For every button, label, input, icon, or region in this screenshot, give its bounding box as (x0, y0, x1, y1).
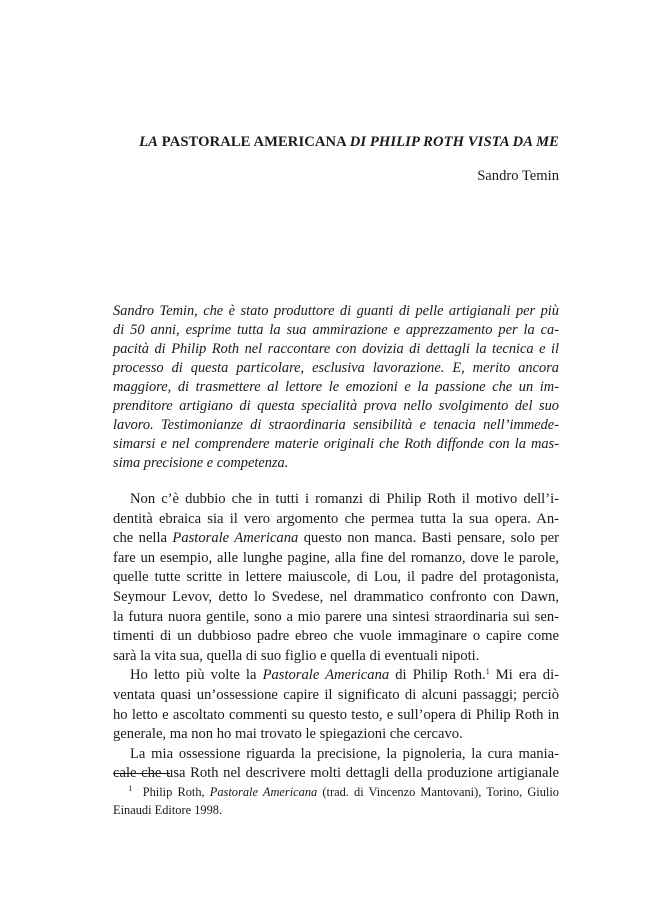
body-line (113, 529, 559, 549)
book-title-italic: Pastorale Americana (172, 530, 299, 547)
body-text-run: che nella (113, 530, 173, 547)
abstract-line: pacità di Philip Roth nel raccontare con dovizia di dettagli la tecnica e il (113, 341, 559, 357)
footnote-book-title: Pastorale Americana (209, 785, 318, 799)
abstract-line: simarsi e nel comprendere materie originali che Roth diffonde con la mas- (113, 436, 559, 452)
abstract-line: sima precisione e competenza. (113, 455, 289, 471)
body-line: fare un esempio, alle lunghe pagine, alla fine del romanzo, dove le parole, (113, 549, 559, 566)
footnote-line: Einaudi Editore 1998. (113, 803, 223, 817)
body-text-run: Mi era di- (489, 667, 559, 684)
paragraph-2 (113, 666, 559, 744)
abstract-line: maggiore, di trasmettere al lettore le emozioni e la passione che un im- (113, 379, 559, 395)
body-text-run: Ho letto più volte la (130, 667, 263, 684)
footnote-marker: 1 (128, 784, 133, 793)
body-line: ventata quasi un’ossessione capire il significato di alcuni passaggi; perciò (113, 686, 559, 703)
body-line: Seymour Levov, detto lo Svedese, nel drammatico confronto con Dawn, (113, 588, 559, 605)
body-line: timenti di un dubbioso padre ebreo che vuole immaginare o capire come (113, 628, 559, 645)
body-line (113, 666, 559, 686)
body-line: sarà la vita sua, quella di suo figlio e quella di eventuali nipoti. (113, 647, 480, 664)
body-text (113, 490, 559, 784)
abstract-line: di 50 anni, esprime tutta la sua ammirazione e apprezzamento per la ca- (113, 322, 559, 338)
body-line: dentità ebraica sia il vero argomento che permea tutta la sua opera. An- (113, 510, 559, 527)
title-book-name: PASTORALE AMERICANA (158, 134, 350, 150)
footnote (113, 783, 559, 819)
article-title (113, 134, 559, 151)
footnote-separator (113, 773, 170, 774)
footnote-text-run: (trad. di Vincenzo Mantovani), Torino, Giulio (317, 785, 559, 799)
body-line: la futura nuora gentile, sono a mio parere una sintesi straordinaria sui sen- (113, 608, 559, 625)
paragraph-3 (113, 745, 559, 784)
abstract-line: lavoro. Testimonianze di straordinaria sensibilità e tenacia nell’immede- (113, 417, 559, 433)
title-italic-la: LA (139, 134, 159, 150)
body-text-run: questo non manca. Basti pensare, solo per (298, 530, 559, 547)
paragraph-1 (113, 490, 559, 666)
body-line: cale che usa Roth nel descrivere molti dettagli della produzione artigianale (113, 765, 559, 782)
body-line: generale, ma non ho mai trovato le spiegazioni che cercavo. (113, 726, 463, 743)
body-line: ho letto e ascoltato commenti su questo testo, e sull’opera di Philip Roth in (113, 706, 559, 723)
book-title-italic: Pastorale Americana (262, 667, 390, 684)
body-text-run: di Philip Roth. (389, 667, 486, 684)
abstract-line: Sandro Temin, che è stato produttore di guanti di pelle artigianali per più (113, 303, 559, 319)
abstract-line: processo di questa particolare, esclusiva lavorazione. E, merito ancora (113, 360, 559, 376)
footnote-line (113, 783, 559, 801)
body-line: quelle tutte scritte in lettere maiuscole, di Lou, il padre del protagonista, (113, 569, 559, 586)
footnote-reference[interactable]: 1 (485, 667, 490, 677)
abstract-line: prenditore artigiano di questa specialità prova nello svolgimento del suo (113, 398, 559, 414)
title-italic-rest: DI PHILIP ROTH VISTA DA ME (349, 134, 559, 150)
body-line: La mia ossessione riguarda la precisione, la pignoleria, la cura mania- (130, 745, 559, 762)
footnote-text-run: Philip Roth, (142, 785, 210, 799)
body-line: Non c’è dubbio che in tutti i romanzi di Philip Roth il motivo dell’i- (130, 491, 559, 507)
abstract (113, 302, 559, 473)
author-name: Sandro Temin (477, 168, 559, 184)
